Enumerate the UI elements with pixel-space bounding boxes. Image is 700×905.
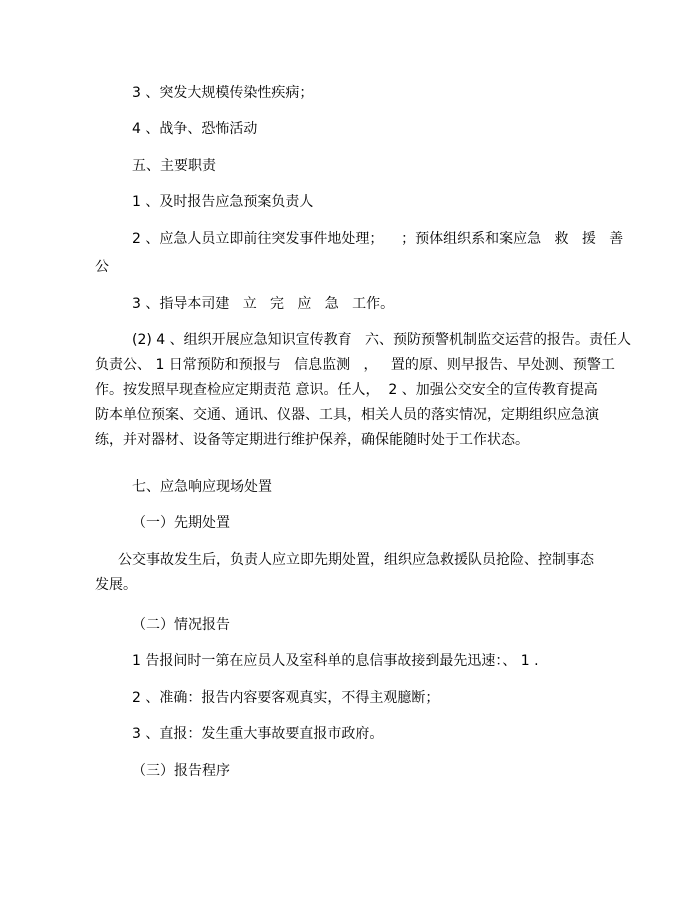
paragraph-line: (2) 4 、组织开展应急知识宣传教育 六、预防预警机制监交运营的报告。责任人 xyxy=(132,332,631,348)
paragraph-4 xyxy=(95,331,700,456)
subheading-2: （二）情况报告 xyxy=(132,617,230,633)
text-line-18: 1 告报间时一第在应员人及室科单的息信事故接到最先迅速：、 1 . xyxy=(132,653,539,669)
paragraph-line: 负责公、 1 日常预防和预报与 信息监测 ， 置的原、则早报告、早处测、预警工 xyxy=(95,357,615,373)
text-line-7: 3 、指导本司建 立 完 应 急 工作。 xyxy=(132,296,395,312)
text-line-6: 公 xyxy=(95,259,109,275)
paragraph-line: 防本单位预案、交通、通讯、仪器、工具，相关人员的落实情况，定期组织应急演 xyxy=(95,407,599,423)
text-line-20: 3 、直报：发生重大事故要直报市政府。 xyxy=(132,726,384,742)
section-heading-5: 五、主要职责 xyxy=(132,158,216,174)
paragraph-line: 公交事故发生后，负责人应立即先期处置，组织应急救援队员抢险、控制事态 xyxy=(118,552,594,568)
paragraph-line: 练，并对器材、设备等定期进行维护保养，确保能随时处于工作状态。 xyxy=(95,432,529,448)
paragraph-initial-response xyxy=(95,551,700,601)
subheading-1: （一）先期处置 xyxy=(132,515,230,531)
paragraph-line: 发展。 xyxy=(95,577,137,593)
subheading-3: （三）报告程序 xyxy=(132,763,230,779)
text-line-19: 2 、准确：报告内容要客观真实，不得主观臆断； xyxy=(132,690,440,706)
text-line-1: 3 、突发大规模传染性疾病； xyxy=(132,85,314,101)
section-heading-7: 七、应急响应现场处置 xyxy=(132,479,272,495)
paragraph-line: 作。按发照早现查检应定期责范 意识。任人， 2 、加强公交安全的宣传教育提高 xyxy=(95,382,598,398)
text-line-5: 2 、应急人员立即前往突发事件地处理； ；预体组织系和案应急 救 援 善 xyxy=(132,231,624,247)
text-line-4: 1 、及时报告应急预案负责人 xyxy=(132,194,314,210)
text-line-2: 4 、战争、恐怖活动 xyxy=(132,121,258,137)
